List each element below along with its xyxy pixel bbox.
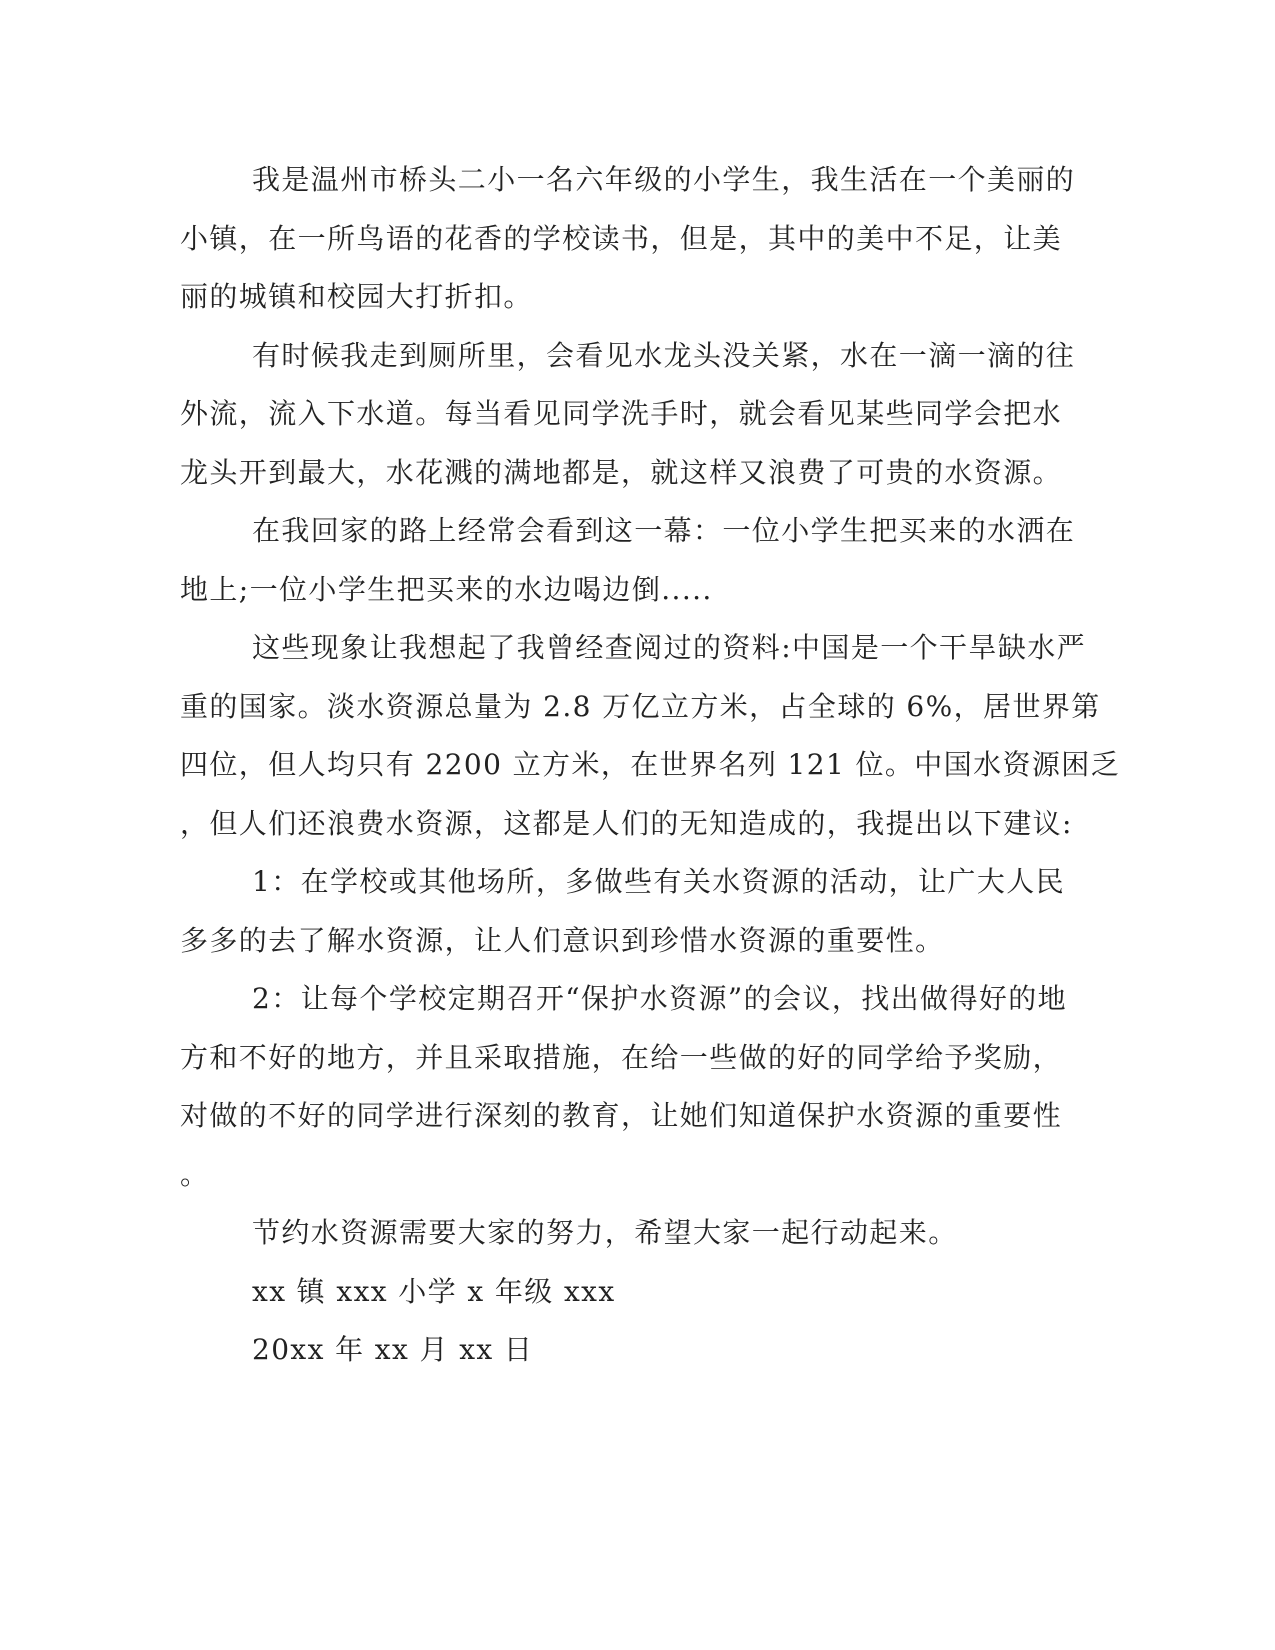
text-line: 地上;一位小学生把买来的水边喝边倒.....	[180, 572, 713, 606]
text-line: 1：在学校或其他场所，多做些有关水资源的活动，让广大人民	[252, 865, 1066, 898]
signature-line: xx 镇 xxx 小学 x 年级 xxx	[252, 1274, 616, 1308]
text-line: ，但人们还浪费水资源，这都是人们的无知造成的，我提出以下建议:	[180, 806, 1073, 840]
date-line: 20xx 年 xx 月 xx 日	[252, 1333, 534, 1366]
text-line: 。	[180, 1157, 210, 1191]
text-line: 有时候我走到厕所里，会看见水龙头没关紧，水在一滴一滴的往	[252, 338, 1076, 372]
text-line: 方和不好的地方，并且采取措施，在给一些做的好的同学给予奖励，	[180, 1040, 1063, 1074]
text-line: 重的国家。淡水资源总量为 2.8 万亿立方米，占全球的 6%，居世界第	[180, 689, 1101, 723]
letter-body	[180, 151, 1121, 1380]
text-line: 对做的不好的同学进行深刻的教育，让她们知道保护水资源的重要性	[180, 1099, 1063, 1132]
text-line: 四位，但人均只有 2200 立方米，在世界名列 121 位。中国水资源困乏	[180, 748, 1121, 781]
text-line: 外流，流入下水道。每当看见同学洗手时，就会看见某些同学会把水	[180, 397, 1063, 430]
text-line: 我是温州市桥头二小一名六年级的小学生，我生活在一个美丽的	[252, 163, 1076, 196]
text-line: 丽的城镇和校园大打折扣。	[180, 280, 533, 313]
text-line: 节约水资源需要大家的努力，希望大家一起行动起来。	[252, 1216, 958, 1249]
text-line: 这些现象让我想起了我曾经查阅过的资料:中国是一个干旱缺水严	[252, 631, 1087, 664]
text-line: 小镇，在一所鸟语的花香的学校读书，但是，其中的美中不足，让美	[180, 221, 1063, 255]
text-line: 2：让每个学校定期召开“保护水资源”的会议，找出做得好的地	[252, 982, 1068, 1015]
text-line: 在我回家的路上经常会看到这一幕：一位小学生把买来的水洒在	[252, 514, 1076, 547]
text-line: 龙头开到最大，水花溅的满地都是，就这样又浪费了可贵的水资源。	[180, 455, 1063, 489]
text-line: 多多的去了解水资源，让人们意识到珍惜水资源的重要性。	[180, 923, 945, 957]
